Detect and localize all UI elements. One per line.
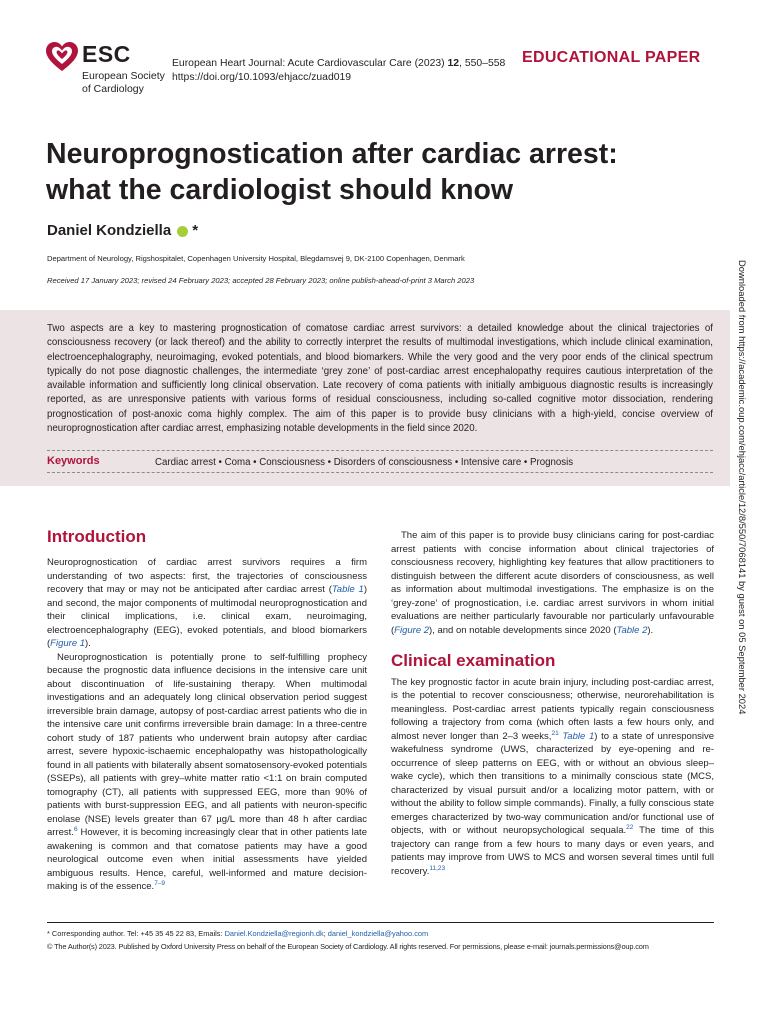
esc-logo-subtitle: European Society of Cardiology (82, 70, 165, 95)
clinical-examination-heading: Clinical examination (391, 651, 556, 670)
introduction-heading: Introduction (47, 527, 147, 546)
journal-pages: , 550–558 (459, 58, 506, 69)
author-mark: * (192, 222, 199, 239)
intro-paragraph-2: Neuroprognostication is potentially prone to self-fulfilling prophecy because the prognostic data influence decisions in the intensive care unit about discontinuation of life-sustaining therapy. When multimodal investigations and an adequately long clinical observation period suggest irreversible brain damage, autopsy of post-cardiac arrest patients who die in the intensive care unit confirms irreversible brain damage: In a three-centre cohort study of 187 patients who underwent brain autopsy after cardiac arrest, severe hypoxic-ischaemic encephalopathy was histopathologically found in all patients with bilaterally absent somatosensory-evoked potentials (SSEPs), all patients with grey–white matter ratio <1:1 on brain computed tomography (CT), all patients with suppressed EEG, more than 90% of patients with burst-suppression EEG, and all patients with neuron-specific enolase (NSE) levels greater than 67 µg/L more than 48 h after cardiac arrest.$^6$ However, it is becoming increasingly clear that in other patients late awakening is common and that comatose patients may have a good neurological outcome even when initial assessments have yielded ambiguous results. Hence, careful, well-informed and mature decision-making is of the essence.$^{7-9}$ (47, 651, 367, 892)
keywords-list: Cardiac arrest • Coma • Consciousness • Disorders of consciousness • Intensive care • Prognosis (155, 457, 574, 468)
aim-paragraph: The aim of this paper is to provide busy clinicians caring for post-cardiac arrest patients with concise information about clinical trajectories of consciousness recovery, highlighting key features that allow practitioners to distinguish between the different acute disorders of consciousness, as well as information about multimodal investigations. The emphasize is on the ‘grey-zone’ of prognostication, i.e. cardiac arrest survivors in whom initial evaluations are neither particularly favourable nor particularly unfavourable (Figure 2), and on notable developments since 2020 (Table 2). (391, 530, 714, 636)
copyright-note: © The Author(s) 2023. Published by Oxford University Press on behalf of the European Society of Cardiology. All rights reserved. For permissions, please e-mail: journals.permissions@oup.com (47, 942, 649, 951)
keywords-label: Keywords (47, 455, 100, 467)
reference-link[interactable]: 22 (626, 823, 634, 831)
column-left (47, 556, 367, 894)
orcid-icon[interactable] (177, 226, 188, 237)
table-1-link[interactable]: Table 1 (331, 584, 364, 595)
figure-2-link[interactable]: Figure 2 (394, 624, 430, 636)
journal-volume: 12 (447, 58, 460, 69)
download-watermark: Downloaded from https://academic.oup.com/ehjacc/article/12/8/550/7068141 by guest on 05 September 2024 (737, 260, 748, 715)
keywords-divider-bottom (47, 472, 713, 473)
article-title: Neuroprognostication after cardiac arrest: what the cardiologist should know (46, 138, 618, 206)
journal-citation (172, 57, 505, 85)
author-line (47, 222, 198, 239)
column-right (391, 529, 714, 878)
reference-link[interactable]: 6 (73, 825, 78, 833)
abstract-text: Two aspects are a key to mastering prognostication of comatose cardiac arrest survivors: a detailed knowledge about the clinical trajectories of consciousness recovery (or lack thereof) and the ability to correctly interpret the results of multimodal investigations, which include clinical examination, electroencephalography, neuroimaging, evoked potentials, and blood biomarkers. While the very good and the very poor ends of the clinical spectrum typically do not pose diagnostic challenges, the intermediate ‘grey zone’ of post-cardiac arrest encephalopathy requires cautious interpretation of the available information and sufficiently long clinical observation. Late recovery of coma patients with initially ambiguous diagnostic results is increasingly reported, as are unresponsive patients with various forms of residual consciousness, including so-called cognitive motor dissociation, rendering prognostication of post-anoxic coma highly complex. The aim of this paper is to provide busy clinicians with a high-yield, concise overview of neuroprognostication after cardiac arrest, emphasizing notable developments in the field since 2020. (47, 323, 713, 435)
intro-paragraph-1: Neuroprognostication of cardiac arrest survivors requires a firm understanding of two aspects: first, the trajectories of consciousness recovery that may or may not be anticipated after cardiac arrest (Table 1) and second, the major components of multimodal neuroprognostication and their clinical implications, i.e. clinical exam, neuroimaging, electroencephalography (EEG), evoked potentials, and blood biomarkers (Figure 1). (47, 557, 367, 649)
author-name[interactable]: Daniel Kondziella (47, 222, 172, 239)
section-label: EDUCATIONAL PAPER (522, 49, 701, 66)
reference-link[interactable]: 7–9 (154, 879, 166, 887)
reference-link[interactable]: 21 (551, 729, 559, 737)
footnote-divider (47, 922, 714, 923)
keywords-divider-top (47, 450, 713, 451)
email-link-2[interactable]: daniel_kondziella@yahoo.com (327, 929, 429, 938)
article-dates: Received 17 January 2023; revised 24 February 2023; accepted 28 February 2023; online publish-ahead-of-print 3 March 2023 (47, 276, 475, 285)
email-link-1[interactable]: Daniel.Kondziella@regionh.dk (224, 929, 324, 938)
affiliation: Department of Neurology, Rigshospitalet, Copenhagen University Hospital, Blegdamsvej 9, DK-2100 Copenhagen, Denmark (47, 254, 465, 263)
doi-link[interactable]: https://doi.org/10.1093/ehjacc/zuad019 (172, 72, 352, 83)
clinical-examination-paragraph: The key prognostic factor in acute brain injury, including post-cardiac arrest, is the potential to recover consciousness; otherwise, neurorehabilitation is meaningless. Post-cardiac arrest patients typically regain consciousness following a trajectory from coma (which often lasts a few hours only, and almost never longer than 2–3 weeks,$^{21}$ Table 1) to a state of unresponsive wakefulness syndrome (UWS, characterized by eye-opening and re-occurrence of sleep patterns on EEG, with or without an obvious sleep–wake cycle), which then transitions to a minimally conscious state (MCS, characterized by visual pursuit and/or a localizing motor pattern, with or without the ability to follow simple commands). Finally, a fully conscious state emerges characterized by two-way communication and/or functional use of objects, with or without neuropsychological sequala.$^{22}$ The time of this trajectory can range from a few hours to many days or even years, and patients may improve from UWS to MCS and worsen several times until full recovery.$^{11,23}$ (391, 676, 715, 877)
table-2-link[interactable]: Table 2 (616, 624, 648, 636)
corresponding-author-note: * Corresponding author. Tel: +45 35 45 22 83, Emails: Daniel.Kondziella@regionh.dk; daniel_kondziella@yahoo.com (47, 929, 429, 938)
table-1-link[interactable]: Table 1 (562, 730, 595, 742)
figure-1-link[interactable]: Figure 1 (50, 638, 86, 649)
esc-heart-logo-icon (46, 42, 78, 72)
esc-logo-text: ESC (82, 41, 131, 67)
reference-link[interactable]: 11,23 (429, 864, 446, 872)
journal-name: European Heart Journal: Acute Cardiovascular Care (2023) (172, 58, 445, 69)
